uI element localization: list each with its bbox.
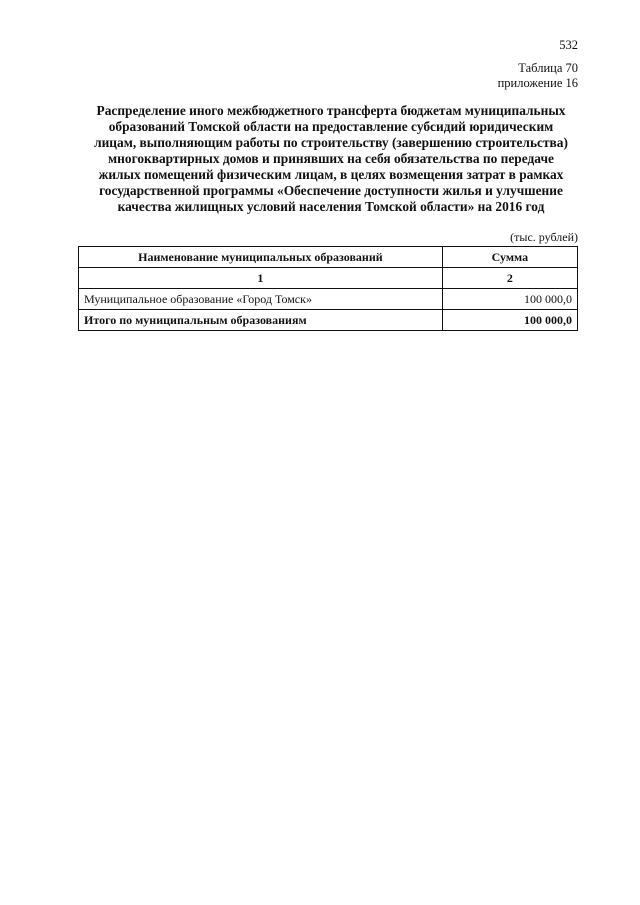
document-title (78, 103, 584, 215)
header-name: Наименование муниципальных образований (79, 247, 443, 268)
municipality-sum: 100 000,0 (442, 289, 577, 310)
table-reference (498, 61, 578, 91)
column-number-2: 2 (442, 268, 577, 289)
page-number: 532 (559, 38, 578, 52)
title-line: образований Томской области на предоставление субсидий юридическим (108, 119, 554, 134)
header-sum: Сумма (442, 247, 577, 268)
title-line: государственной программы «Обеспечение доступности жилья и улучшение (99, 183, 563, 198)
units-label: (тыс. рублей) (510, 230, 578, 244)
title-line: жилых помещений физическим лицам, в целях возмещения затрат в рамках (98, 167, 564, 182)
title-line: лицам, выполняющим работы по строительству (завершению строительства) (94, 135, 568, 150)
distribution-table (78, 246, 578, 331)
column-number-1: 1 (79, 268, 443, 289)
title-line: Распределение иного межбюджетного трансферта бюджетам муниципальных (96, 103, 566, 118)
total-value: 100 000,0 (442, 310, 577, 331)
title-line: качества жилищных условий населения Томской области» на 2016 год (117, 199, 545, 214)
total-label: Итого по муниципальным образованиям (79, 310, 443, 331)
appendix-number: приложение 16 (497, 76, 578, 90)
table-number: Таблица 70 (518, 61, 578, 75)
column-number-row (79, 268, 578, 289)
table-row (79, 289, 578, 310)
total-row (79, 310, 578, 331)
title-line: многоквартирных домов и принявших на себя обязательства по передаче (108, 151, 554, 166)
table-header-row (79, 247, 578, 268)
municipality-name: Муниципальное образование «Город Томск» (79, 289, 443, 310)
